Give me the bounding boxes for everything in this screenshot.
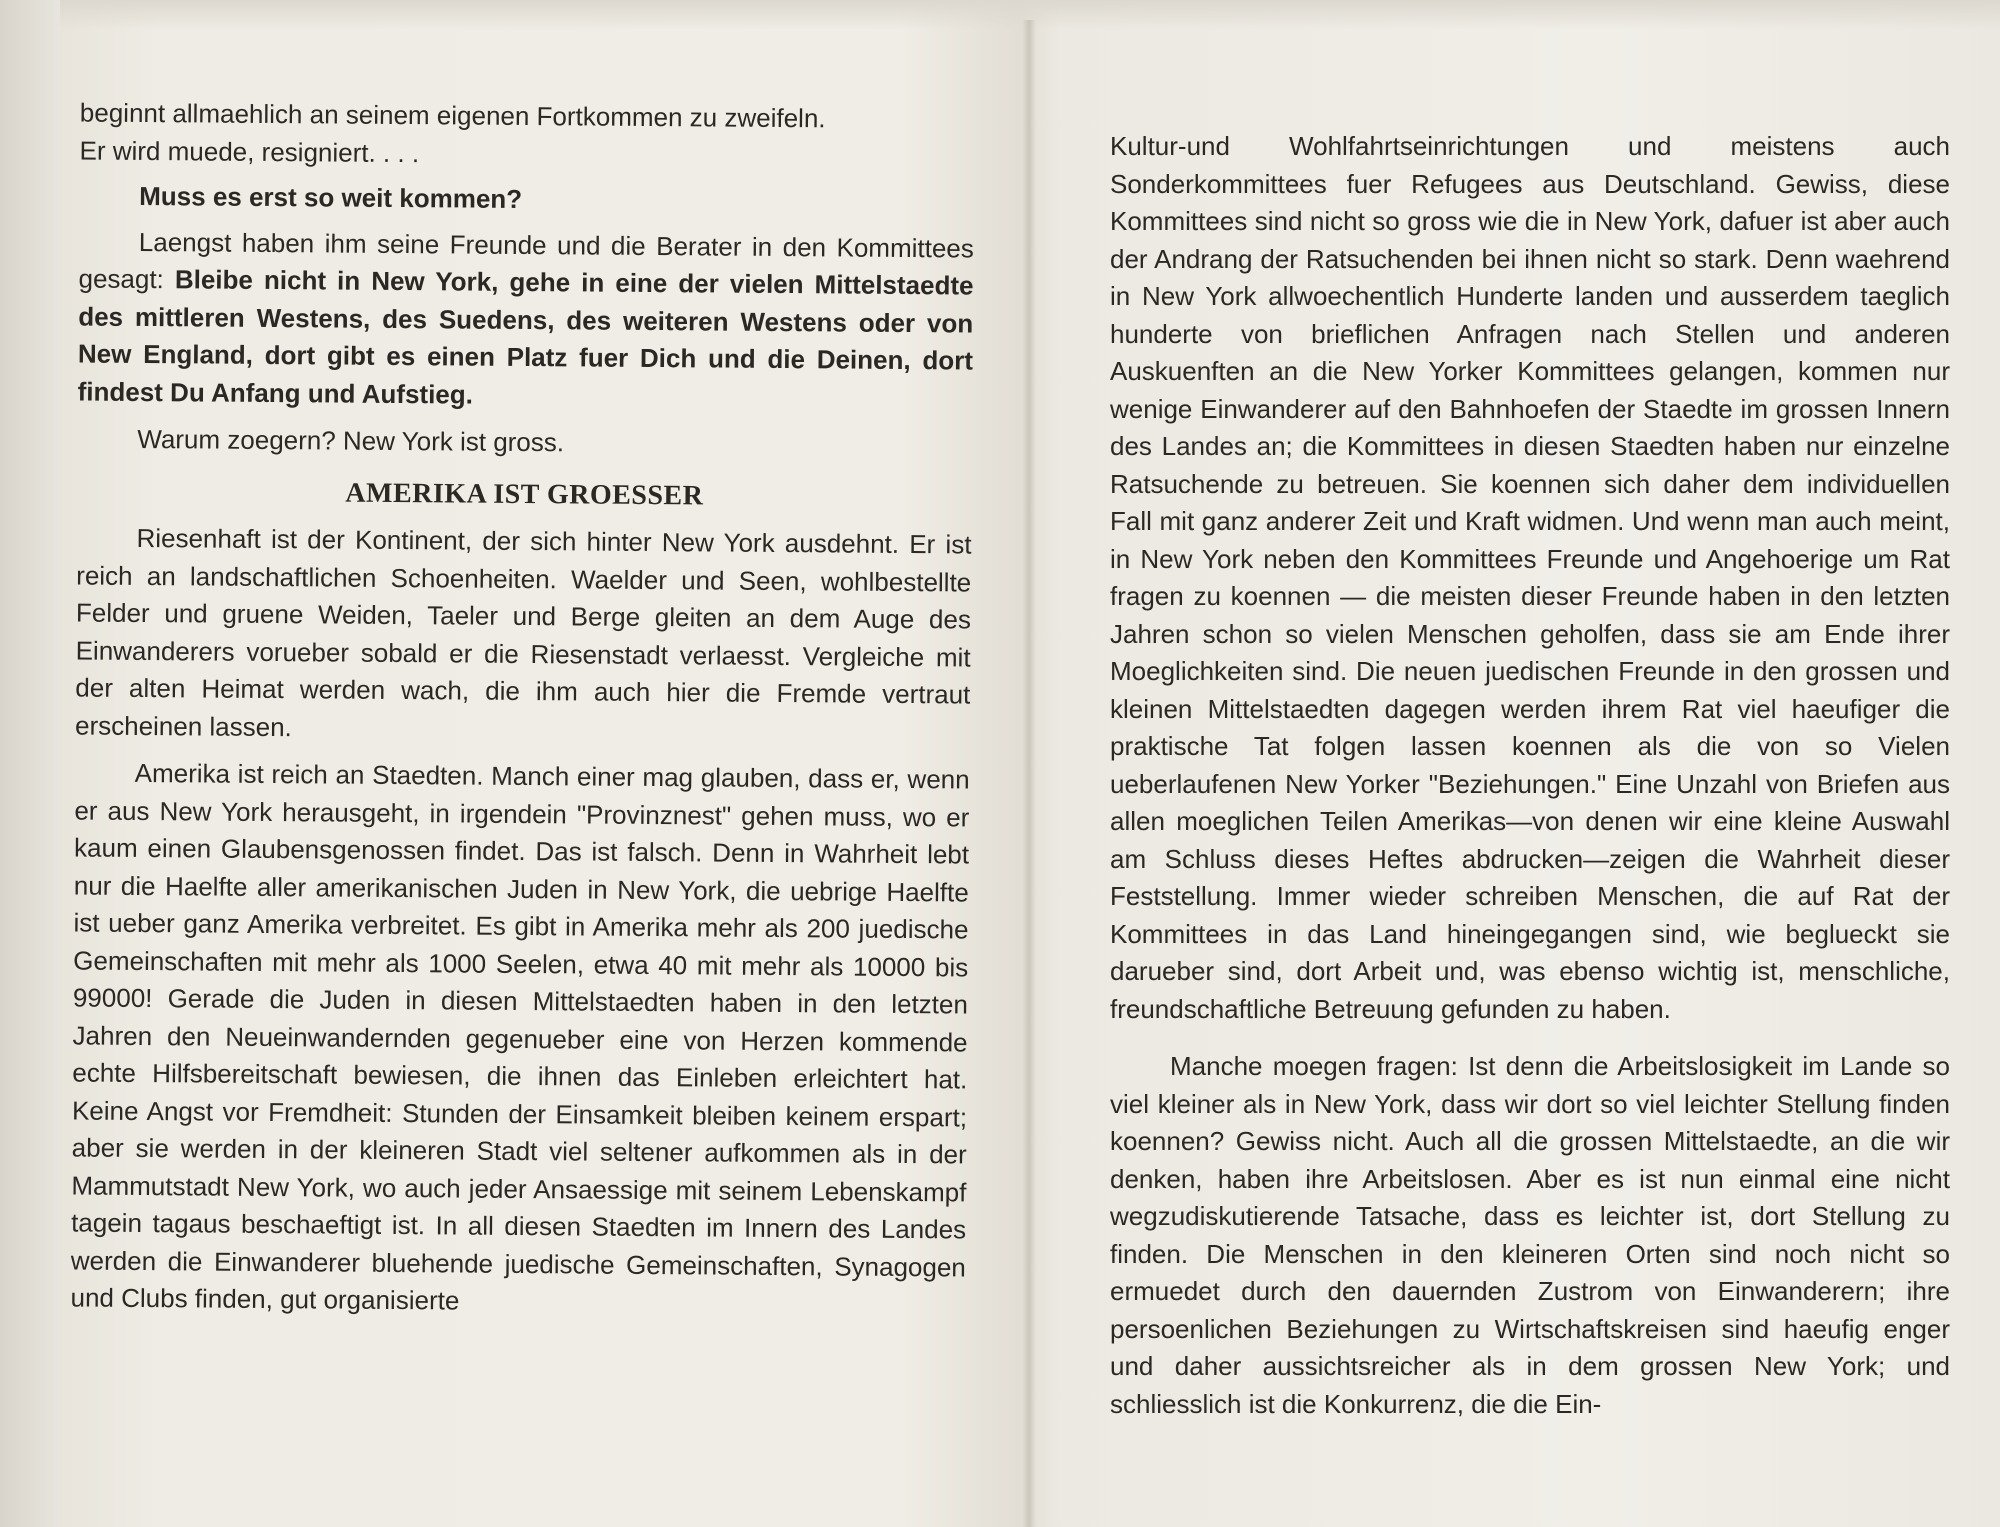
intro-line-2: Er wird muede, resigniert. . . . bbox=[79, 134, 420, 168]
advice-paragraph bbox=[78, 223, 974, 418]
left-paragraph-2: Amerika ist reich an Staedten. Manch einer mag glauben, dass er, wenn er aus New York herausgeht, in irgendein "Provinznest" gehen muss, wo er kaum einen Glaubensgenossen findet. Das ist falsch. Denn in Wahrheit lebt nur die Haelfte aller amerikanischen Juden in New York, die uebrige Haelfte ist ueber ganz Amerika verbreitet. Es gibt in Amerika mehr als 200 juedische Gemeinschaften mit mehr als 1000 Seelen, etwa 40 mit mehr als 10000 bis 99000! Gerade die Juden in diesen Mittelstaedten haben in den letzten Jahren den Neueinwandernden gegenueber eine von Herzen kommende echte Hilfsbereitschaft bewiesen, die ihnen das Einleben erleichtert hat. Keine Angst vor Fremdheit: Stunden der Einsamkeit bleiben keinem erspart; aber sie werden in der kleineren Stadt viel seltener aufkommen als in der Mammutstadt New York, wo auch jeder Ansaessige mit seinem Lebenskampf tagein tagaus beschaeftigt ist. In all diesen Staedten im Innern des Landes werden die Einwanderer bluehende juedische Gemeinschaften, Synagogen und Clubs finden, gut organisierte bbox=[70, 757, 970, 1316]
right-paragraph-1: Kultur-und Wohlfahrtseinrichtungen und meistens auch Sonderkommittees fuer Refugees aus Deutschland. Gewiss, diese Kommittees sind nicht so gross wie die in New York, dafuer ist aber auch der Andrang der Ratsuchenden bei ihnen nicht so stark. Denn waehrend in New York allwoechentlich Hunderte landen und ausserdem taeglich hunderte von brieflichen Anfragen nach Stellen und anderen Auskuenften an die New Yorker Kommittees gelangen, kommen nur wenige Einwanderer auf den Bahnhoefen der Staedte im grossen Innern des Landes an; die Kommittees in diesen Staedten haben nur einzelne Ratsuchende zu betreuen. Sie koennen sich daher dem individuellen Fall mit ganz anderer Zeit und Kraft widmen. Und wenn man auch meint, in New York neben den Kommittees Freunde und Angehoerige um Rat fragen zu koennen — die meisten dieser Freunde haben in den letzten Jahren schon so vielen Menschen geholfen, dass sie am Ende ihrer Moeglichkeiten sind. Die neuen juedischen Freunde in den grossen und kleinen Mittelstaedten dagegen werden ihrem Rat viel haeufiger die praktische Tat folgen lassen koennen als die von so Vielen ueberlaufenen New Yorker "Beziehungen." Eine Unzahl von Briefen aus allen moeglichen Teilen Amerikas—von denen wir eine kleine Auswahl am Schluss dieses Heftes abdrucken—zeigen die Wahrheit dieser Feststellung. Immer wieder schreiben Menschen, die auf Rat der Kommittees in das Land hineingegangen sind, wie beglueckt sie darueber sind, dort Arbeit und, was ebenso wichtig ist, menschliche, freundschaftliche Betreuung gefunden zu haben. bbox=[1110, 131, 1950, 1024]
question-heading: Muss es erst so weit kommen? bbox=[139, 180, 523, 214]
advice-bold-text: Bleibe nicht in New York, gehe in eine der vielen Mittelstaedte des mittleren Westens, des Suedens, des weiteren Westens oder von New England, dort gibt es einen Platz fuer Dich und die Deinen, dort findest Du Anfang und Aufstieg. bbox=[77, 264, 974, 410]
book-gutter bbox=[1022, 20, 1036, 1527]
right-paragraph-2: Manche moegen fragen: Ist denn die Arbeitslosigkeit im Lande so viel kleiner als in New York, dass wir dort so viel leichter Stellung finden koennen? Gewiss nicht. Auch all die grossen Mittelstaedte, an die wir denken, haben ihre Arbeitslosen. Aber es ist nun einmal eine nicht wegzudiskutierende Tatsache, dass es leichter ist, dort Stellung zu finden. Die Menschen in den kleineren Orten sind noch nicht so ermuedet durch den dauernden Zustrom von Einwanderern; ihre persoenlichen Beziehungen zu Wirtschaftskreisen sind haeufig enger und daher aussichtsreicher als in dem grossen New York; und schliesslich ist die Konkurrenz, die die Ein- bbox=[1110, 1051, 1950, 1419]
right-page-text bbox=[1110, 128, 1950, 1423]
why-wait-line: Warum zoegern? New York ist gross. bbox=[137, 423, 565, 458]
section-title: AMERIKA IST GROESSER bbox=[345, 477, 704, 511]
left-paragraph-1: Riesenhaft ist der Kontinent, der sich hinter New York ausdehnt. Er ist reich an landschaftlichen Schoenheiten. Waelder und Seen, wohlbestellte Felder und gruene Weiden, Taeler und Berge gleiten an dem Auge des Einwanderers vorueber sobald er die Riesenstadt verlaesst. Vergleiche mit der alten Heimat werden wach, die ihm auch hier die Fremde vertraut erscheinen lassen. bbox=[74, 522, 972, 742]
left-page-text bbox=[70, 94, 975, 1323]
advice-plain-text: Laengst haben ihm seine Freunde und die Berater in den Kommittees gesagt: bbox=[78, 226, 974, 295]
background-edge-left bbox=[0, 0, 60, 1527]
left-page bbox=[60, 0, 1020, 1527]
right-page bbox=[1040, 0, 2000, 1527]
intro-line-1: beginnt allmaehlich an seinem eigenen Fortkommen zu zweifeln. bbox=[79, 97, 826, 134]
